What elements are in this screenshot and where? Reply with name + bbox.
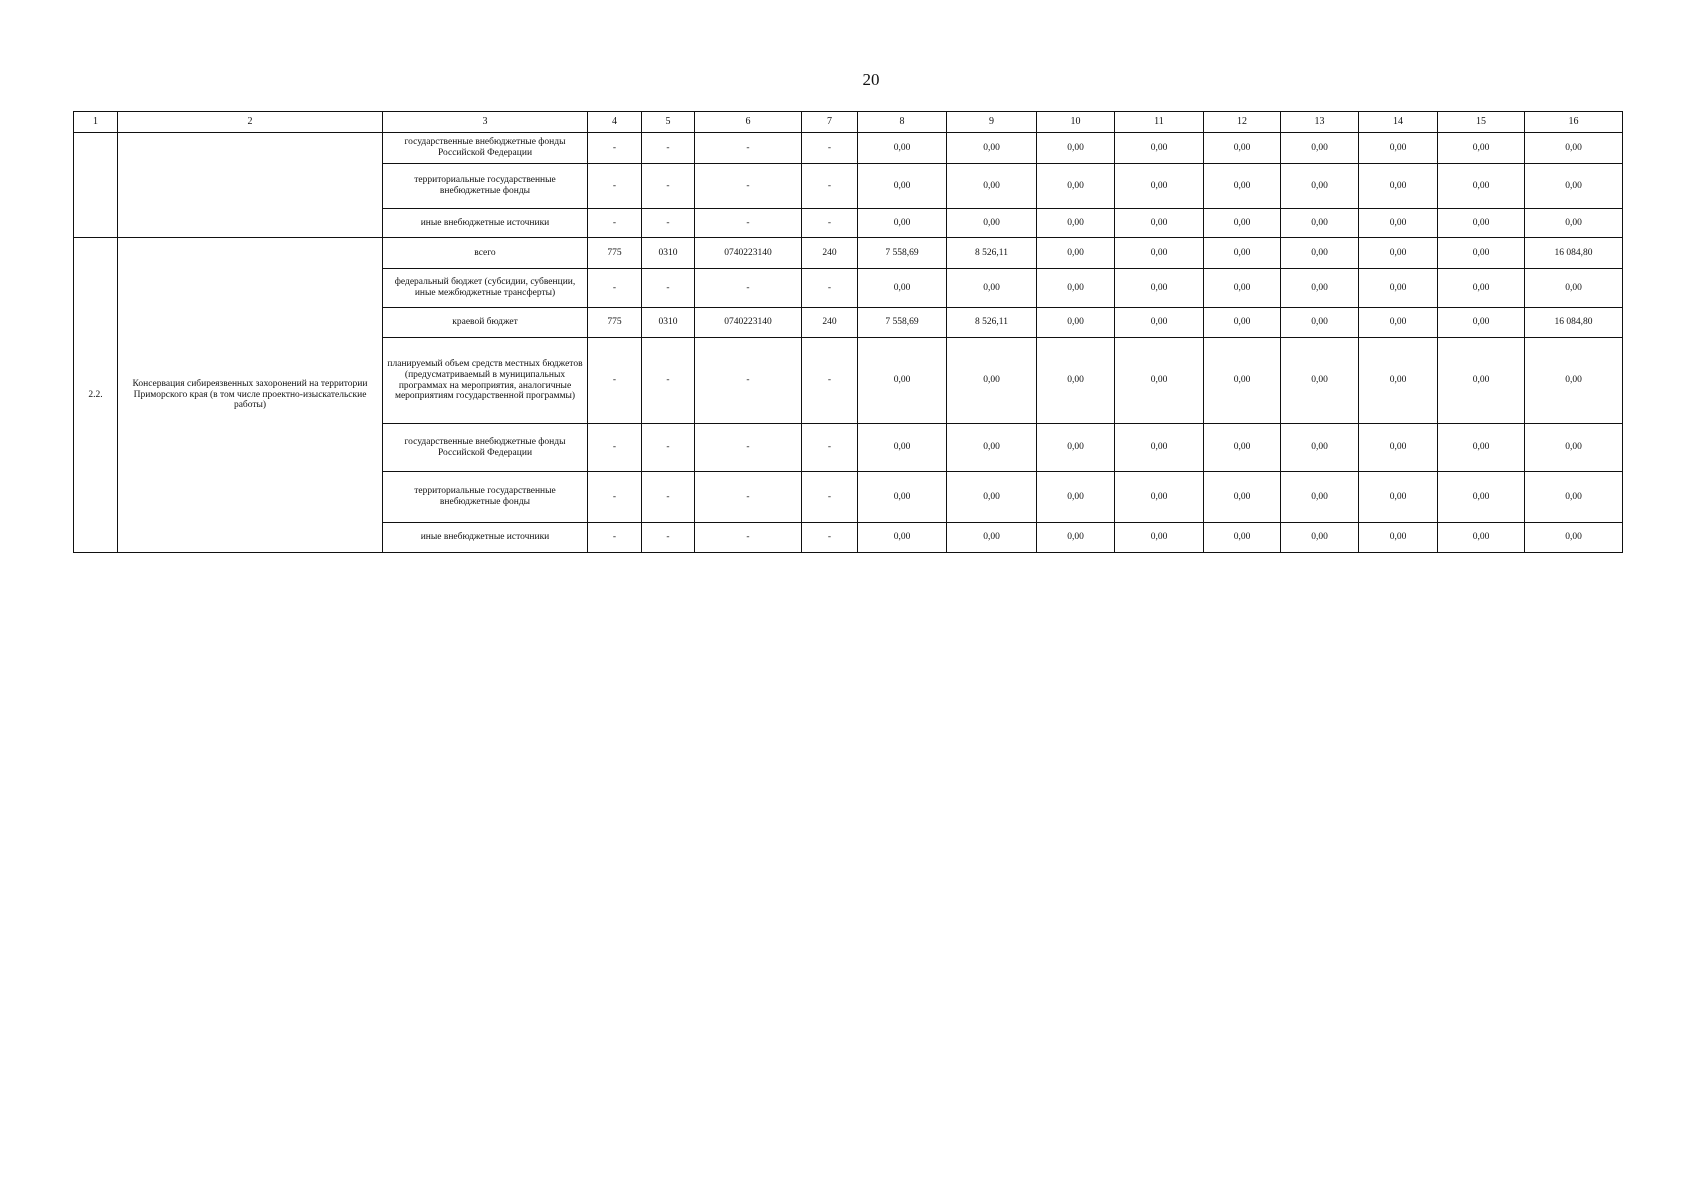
code-cell: - (695, 338, 802, 424)
value-cell: 0,00 (1037, 238, 1115, 269)
value-cell: 0,00 (1525, 209, 1623, 238)
value-cell: 0,00 (1438, 523, 1525, 553)
value-cell: 8 526,11 (947, 238, 1037, 269)
header-cell: 7 (802, 112, 858, 133)
header-cell: 16 (1525, 112, 1623, 133)
value-cell: 0,00 (1359, 308, 1438, 338)
header-cell: 3 (383, 112, 588, 133)
value-cell: 0,00 (858, 164, 947, 209)
value-cell: 0,00 (1359, 269, 1438, 308)
source-cell: федеральный бюджет (субсидии, субвенции, иные межбюджетные трансферты) (383, 269, 588, 308)
code-cell: - (695, 269, 802, 308)
value-cell: 8 526,11 (947, 308, 1037, 338)
code-cell: - (588, 472, 642, 523)
value-cell: 0,00 (1037, 424, 1115, 472)
value-cell: 0,00 (1438, 472, 1525, 523)
code-cell: - (802, 269, 858, 308)
value-cell: 0,00 (1438, 133, 1525, 164)
value-cell: 0,00 (1359, 472, 1438, 523)
value-cell: 0,00 (1204, 424, 1281, 472)
code-cell: - (588, 269, 642, 308)
value-cell: 0,00 (1204, 338, 1281, 424)
value-cell: 0,00 (858, 424, 947, 472)
value-cell: 0,00 (1281, 238, 1359, 269)
value-cell: 0,00 (1115, 523, 1204, 553)
code-cell: - (588, 133, 642, 164)
value-cell: 0,00 (1204, 269, 1281, 308)
value-cell: 0,00 (1037, 209, 1115, 238)
value-cell: 0,00 (1115, 269, 1204, 308)
value-cell: 0,00 (1281, 523, 1359, 553)
value-cell: 0,00 (1281, 424, 1359, 472)
value-cell: 0,00 (947, 424, 1037, 472)
value-cell: 0,00 (1438, 164, 1525, 209)
code-cell: - (802, 472, 858, 523)
value-cell: 0,00 (1525, 269, 1623, 308)
value-cell: 0,00 (1204, 209, 1281, 238)
code-cell: - (642, 269, 695, 308)
code-cell: - (802, 133, 858, 164)
source-cell: планируемый объем средств местных бюджетов (предусматриваемый в муниципальных программах на мероприятия, аналогичные мероприятиям государственной программы) (383, 338, 588, 424)
source-cell: краевой бюджет (383, 308, 588, 338)
value-cell: 0,00 (947, 523, 1037, 553)
source-cell: иные внебюджетные источники (383, 209, 588, 238)
code-cell: - (802, 338, 858, 424)
value-cell: 0,00 (1281, 269, 1359, 308)
value-cell: 0,00 (1115, 424, 1204, 472)
value-cell: 0,00 (1525, 164, 1623, 209)
value-cell: 0,00 (947, 472, 1037, 523)
value-cell: 0,00 (1115, 209, 1204, 238)
code-cell: - (588, 209, 642, 238)
table-row (74, 238, 1623, 269)
value-cell: 0,00 (947, 269, 1037, 308)
value-cell: 0,00 (1204, 238, 1281, 269)
value-cell: 0,00 (1438, 308, 1525, 338)
header-cell: 13 (1281, 112, 1359, 133)
code-cell: - (802, 209, 858, 238)
value-cell: 0,00 (1525, 133, 1623, 164)
code-cell: - (588, 424, 642, 472)
value-cell: 0,00 (947, 338, 1037, 424)
value-cell: 0,00 (1037, 269, 1115, 308)
page-number: 20 (862, 70, 880, 89)
value-cell: 0,00 (1204, 164, 1281, 209)
source-cell: всего (383, 238, 588, 269)
header-cell: 1 (74, 112, 118, 133)
value-cell: 0,00 (947, 164, 1037, 209)
value-cell: 0,00 (1359, 209, 1438, 238)
value-cell: 0,00 (947, 133, 1037, 164)
code-cell: - (802, 164, 858, 209)
number-cell (74, 133, 118, 238)
code-cell: - (588, 164, 642, 209)
item-name: Консервация сибиреязвенных захоронений на территории Приморского края (в том числе проектно-изыскательские работы) (118, 238, 383, 553)
value-cell: 0,00 (1037, 523, 1115, 553)
code-cell: 0310 (642, 308, 695, 338)
value-cell: 0,00 (1359, 164, 1438, 209)
value-cell: 0,00 (1204, 133, 1281, 164)
value-cell: 0,00 (858, 133, 947, 164)
value-cell: 0,00 (1037, 472, 1115, 523)
code-cell: - (802, 424, 858, 472)
code-cell: 0740223140 (695, 308, 802, 338)
value-cell: 0,00 (1037, 164, 1115, 209)
value-cell: 0,00 (858, 523, 947, 553)
value-cell: 0,00 (1115, 338, 1204, 424)
header-row (74, 112, 1623, 133)
value-cell: 0,00 (1438, 238, 1525, 269)
header-cell: 11 (1115, 112, 1204, 133)
value-cell: 0,00 (1281, 308, 1359, 338)
value-cell: 0,00 (1438, 269, 1525, 308)
value-cell: 0,00 (858, 472, 947, 523)
value-cell: 0,00 (1525, 424, 1623, 472)
value-cell: 0,00 (1359, 424, 1438, 472)
value-cell: 0,00 (947, 209, 1037, 238)
value-cell: 0,00 (1281, 164, 1359, 209)
header-cell: 12 (1204, 112, 1281, 133)
code-cell: - (695, 523, 802, 553)
value-cell: 0,00 (1438, 424, 1525, 472)
source-cell: иные внебюджетные источники (383, 523, 588, 553)
header-cell: 5 (642, 112, 695, 133)
value-cell: 0,00 (1281, 338, 1359, 424)
value-cell: 0,00 (1281, 472, 1359, 523)
code-cell: - (642, 133, 695, 164)
value-cell: 0,00 (1037, 308, 1115, 338)
value-cell: 0,00 (1037, 133, 1115, 164)
code-cell: - (695, 424, 802, 472)
code-cell: - (588, 523, 642, 553)
code-cell: 775 (588, 308, 642, 338)
name-cell (118, 133, 383, 238)
code-cell: - (642, 164, 695, 209)
value-cell: 0,00 (858, 338, 947, 424)
value-cell: 0,00 (1115, 308, 1204, 338)
value-cell: 0,00 (1115, 164, 1204, 209)
value-cell: 0,00 (1204, 472, 1281, 523)
value-cell: 0,00 (1359, 338, 1438, 424)
code-cell: 775 (588, 238, 642, 269)
value-cell: 0,00 (1115, 238, 1204, 269)
header-cell: 9 (947, 112, 1037, 133)
code-cell: 0740223140 (695, 238, 802, 269)
header-cell: 6 (695, 112, 802, 133)
header-cell: 4 (588, 112, 642, 133)
code-cell: 240 (802, 308, 858, 338)
value-cell: 0,00 (1359, 238, 1438, 269)
header-cell: 8 (858, 112, 947, 133)
value-cell: 0,00 (1438, 338, 1525, 424)
code-cell: - (802, 523, 858, 553)
code-cell: - (695, 133, 802, 164)
value-cell: 16 084,80 (1525, 238, 1623, 269)
budget-table (73, 111, 1623, 553)
value-cell: 0,00 (1359, 133, 1438, 164)
code-cell: - (695, 209, 802, 238)
code-cell: - (588, 338, 642, 424)
code-cell: 0310 (642, 238, 695, 269)
table-row (74, 133, 1623, 164)
value-cell: 7 558,69 (858, 308, 947, 338)
value-cell: 0,00 (1525, 338, 1623, 424)
value-cell: 0,00 (858, 209, 947, 238)
code-cell: - (642, 338, 695, 424)
code-cell: - (695, 472, 802, 523)
header-cell: 14 (1359, 112, 1438, 133)
value-cell: 0,00 (1204, 308, 1281, 338)
value-cell: 0,00 (1525, 523, 1623, 553)
header-cell: 2 (118, 112, 383, 133)
value-cell: 0,00 (1281, 133, 1359, 164)
source-cell: государственные внебюджетные фонды Российской Федерации (383, 133, 588, 164)
item-number: 2.2. (74, 238, 118, 553)
value-cell: 0,00 (1115, 133, 1204, 164)
value-cell: 0,00 (1204, 523, 1281, 553)
header-cell: 10 (1037, 112, 1115, 133)
code-cell: 240 (802, 238, 858, 269)
value-cell: 7 558,69 (858, 238, 947, 269)
value-cell: 0,00 (1037, 338, 1115, 424)
value-cell: 0,00 (858, 269, 947, 308)
source-cell: территориальные государственные внебюджетные фонды (383, 164, 588, 209)
source-cell: территориальные государственные внебюджетные фонды (383, 472, 588, 523)
value-cell: 0,00 (1359, 523, 1438, 553)
value-cell: 0,00 (1281, 209, 1359, 238)
code-cell: - (695, 164, 802, 209)
source-cell: государственные внебюджетные фонды Российской Федерации (383, 424, 588, 472)
code-cell: - (642, 209, 695, 238)
code-cell: - (642, 424, 695, 472)
value-cell: 16 084,80 (1525, 308, 1623, 338)
code-cell: - (642, 523, 695, 553)
value-cell: 0,00 (1525, 472, 1623, 523)
value-cell: 0,00 (1115, 472, 1204, 523)
code-cell: - (642, 472, 695, 523)
header-cell: 15 (1438, 112, 1525, 133)
value-cell: 0,00 (1438, 209, 1525, 238)
